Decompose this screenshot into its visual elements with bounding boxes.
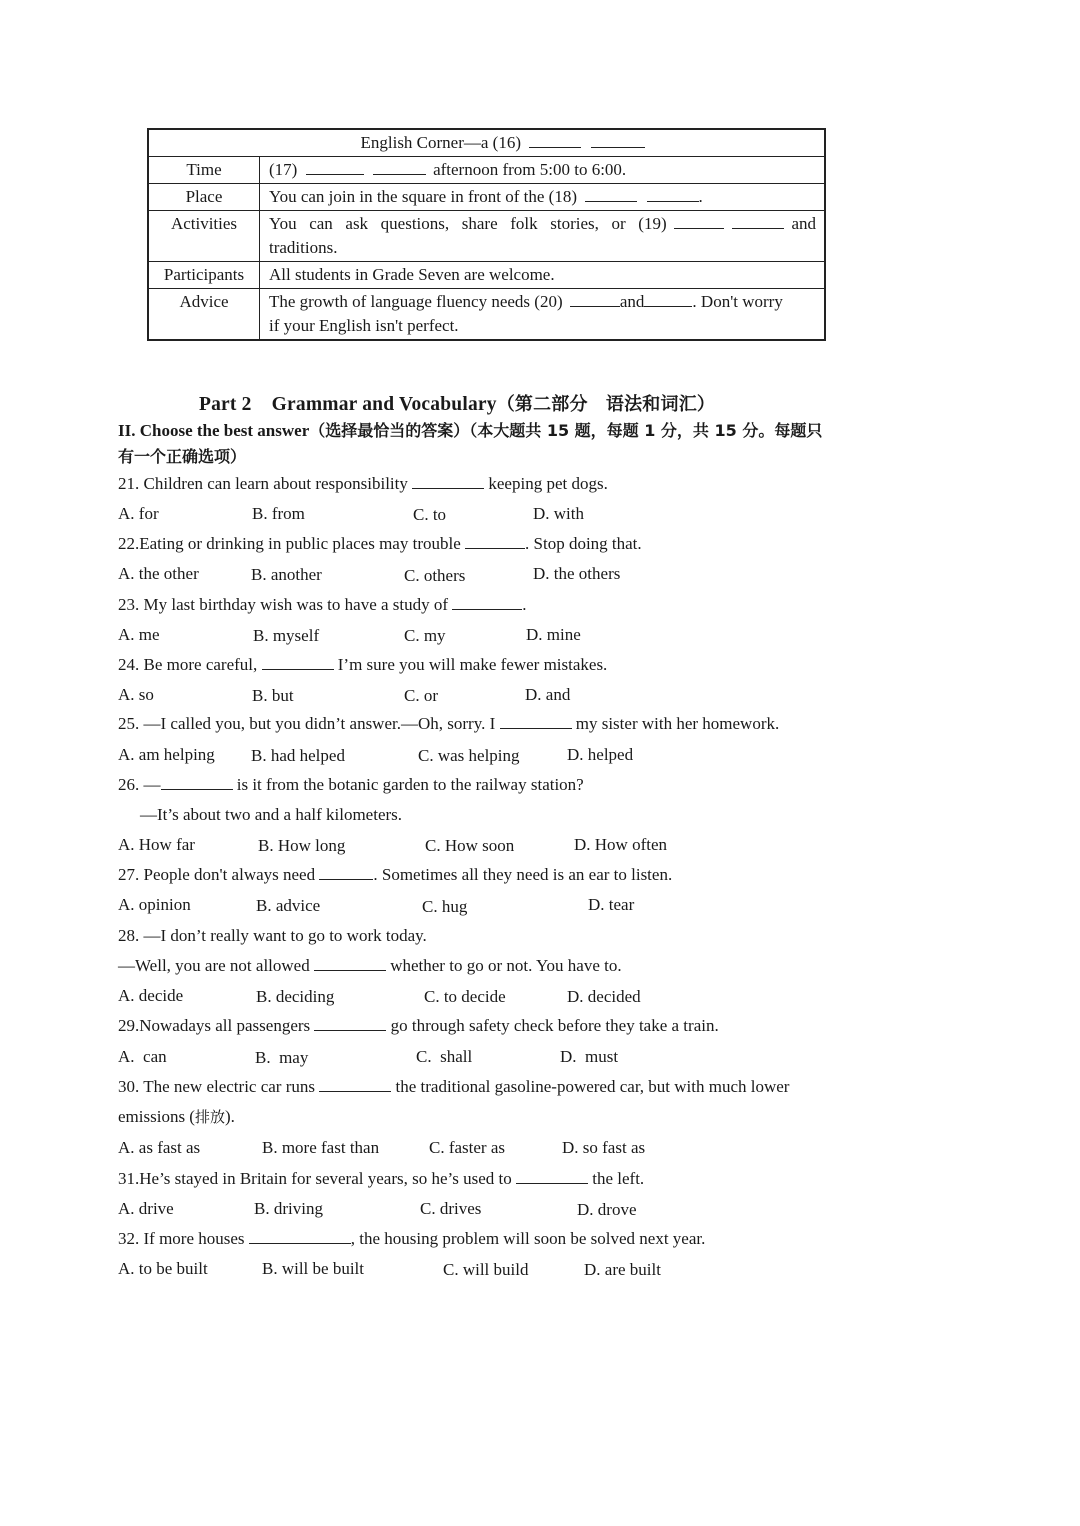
option-25-a: A. am helping <box>118 745 215 764</box>
option-21-d: D. with <box>533 504 584 523</box>
question-28-reply: —Well, you are not allowed whether to go or not. You have to. <box>118 956 622 975</box>
option-23-a: A. me <box>118 625 160 644</box>
answer-blank <box>306 159 364 175</box>
option-22-a: A. the other <box>118 564 199 583</box>
table-row <box>148 157 825 184</box>
row-label-participants: Participants <box>148 262 260 289</box>
option-22-d: D. the others <box>533 564 621 583</box>
option-26-a: A. How far <box>118 835 195 854</box>
table-title: English Corner—a (16) <box>148 129 825 157</box>
option-28-d: D. decided <box>567 987 641 1006</box>
question-30: 30. The new electric car runs the traditional gasoline-powered car, but with much lower <box>118 1077 790 1096</box>
question-25: 25. —I called you, but you didn’t answer.—Oh, sorry. I my sister with her homework. <box>118 714 780 733</box>
table-row <box>148 211 825 262</box>
question-31: 31.He’s stayed in Britain for several years, so he’s used to the left. <box>118 1169 645 1188</box>
option-24-b: B. but <box>252 686 294 705</box>
row-value-activities: You can ask questions, share folk stories, or (19) and traditions. <box>260 211 826 262</box>
option-24-d: D. and <box>525 685 571 704</box>
question-21: 21. Children can learn about responsibility keeping pet dogs. <box>118 474 608 493</box>
option-29-a: A. can <box>118 1047 167 1066</box>
option-32-d: D. are built <box>584 1260 661 1279</box>
option-30-d: D. so fast as <box>562 1138 646 1157</box>
option-30-c: C. faster as <box>429 1138 506 1157</box>
option-29-c: C. shall <box>416 1047 473 1066</box>
option-30-a: A. as fast as <box>118 1138 201 1157</box>
option-23-b: B. myself <box>253 626 320 645</box>
row-label-activities: Activities <box>148 211 260 262</box>
row-value-place: You can join in the square in front of the (18) . <box>260 184 826 211</box>
option-21-a: A. for <box>118 504 159 523</box>
option-21-c: C. to <box>413 505 447 524</box>
question-22: 22.Eating or drinking in public places may trouble . Stop doing that. <box>118 534 642 553</box>
question-26-reply: —It’s about two and a half kilometers. <box>140 805 403 824</box>
question-28: 28. —I don’t really want to go to work today. <box>118 926 427 945</box>
question-26: 26. — is it from the botanic garden to the railway station? <box>118 775 584 794</box>
option-28-c: C. to decide <box>424 987 506 1006</box>
option-32-c: C. will build <box>443 1260 529 1279</box>
option-31-c: C. drives <box>420 1199 482 1218</box>
option-31-d: D. drove <box>577 1200 637 1219</box>
table-row <box>148 262 825 289</box>
table-row <box>148 184 825 211</box>
option-26-c: C. How soon <box>425 836 515 855</box>
row-value-time: (17) afternoon from 5:00 to 6:00. <box>260 157 826 184</box>
option-27-b: B. advice <box>256 896 321 915</box>
option-23-d: D. mine <box>526 625 581 644</box>
answer-blank <box>732 213 784 229</box>
answer-blank <box>647 186 699 202</box>
option-31-a: A. drive <box>118 1199 174 1218</box>
answer-blank <box>373 159 426 175</box>
option-22-b: B. another <box>251 565 322 584</box>
option-28-b: B. deciding <box>256 987 335 1006</box>
option-26-d: D. How often <box>574 835 668 854</box>
question-30-cont: emissions (排放). <box>118 1107 235 1126</box>
row-value-participants: All students in Grade Seven are welcome. <box>260 262 826 289</box>
part-heading: Part 2 Grammar and Vocabulary（第二部分 语法和词汇） <box>199 394 716 415</box>
question-29: 29.Nowadays all passengers go through safety check before they take a train. <box>118 1016 719 1035</box>
question-24: 24. Be more careful, I’m sure you will make fewer mistakes. <box>118 655 608 674</box>
row-label-place: Place <box>148 184 260 211</box>
option-30-b: B. more fast than <box>262 1138 380 1157</box>
option-28-a: A. decide <box>118 986 184 1005</box>
option-27-a: A. opinion <box>118 895 191 914</box>
option-23-c: C. my <box>404 626 446 645</box>
option-32-a: A. to be built <box>118 1259 208 1278</box>
option-29-b: B. may <box>255 1048 309 1067</box>
option-24-a: A. so <box>118 685 154 704</box>
option-21-b: B. from <box>252 504 305 523</box>
option-25-d: D. helped <box>567 745 634 764</box>
row-label-time: Time <box>148 157 260 184</box>
option-27-d: D. tear <box>588 895 635 914</box>
question-27: 27. People don't always need . Sometimes all they need is an ear to listen. <box>118 865 673 884</box>
question-23: 23. My last birthday wish was to have a study of . <box>118 595 527 614</box>
option-25-b: B. had helped <box>251 746 345 765</box>
option-26-b: B. How long <box>258 836 346 855</box>
answer-blank <box>674 213 724 229</box>
option-25-c: C. was helping <box>418 746 520 765</box>
option-31-b: B. driving <box>254 1199 323 1218</box>
option-29-d: D. must <box>560 1047 619 1066</box>
table-row <box>148 289 825 341</box>
option-32-b: B. will be built <box>262 1259 364 1278</box>
question-32: 32. If more houses , the housing problem will soon be solved next year. <box>118 1229 706 1248</box>
answer-blank <box>591 132 645 148</box>
english-corner-table <box>147 128 826 341</box>
answer-blank <box>529 132 581 148</box>
section-instruction: II. Choose the best answer（选择最恰当的答案）（本大题共 15 题，每题 1 分，共 15 分。每题只有一个正确选项） <box>118 421 823 466</box>
answer-blank <box>644 291 692 307</box>
row-label-advice: Advice <box>148 289 260 341</box>
answer-blank <box>570 291 620 307</box>
option-27-c: C. hug <box>422 897 468 916</box>
row-value-advice: The growth of language fluency needs (20) and . Don't worry if your English isn't perfect. <box>260 289 826 341</box>
option-22-c: C. others <box>404 566 466 585</box>
answer-blank <box>585 186 637 202</box>
option-24-c: C. or <box>404 686 438 705</box>
